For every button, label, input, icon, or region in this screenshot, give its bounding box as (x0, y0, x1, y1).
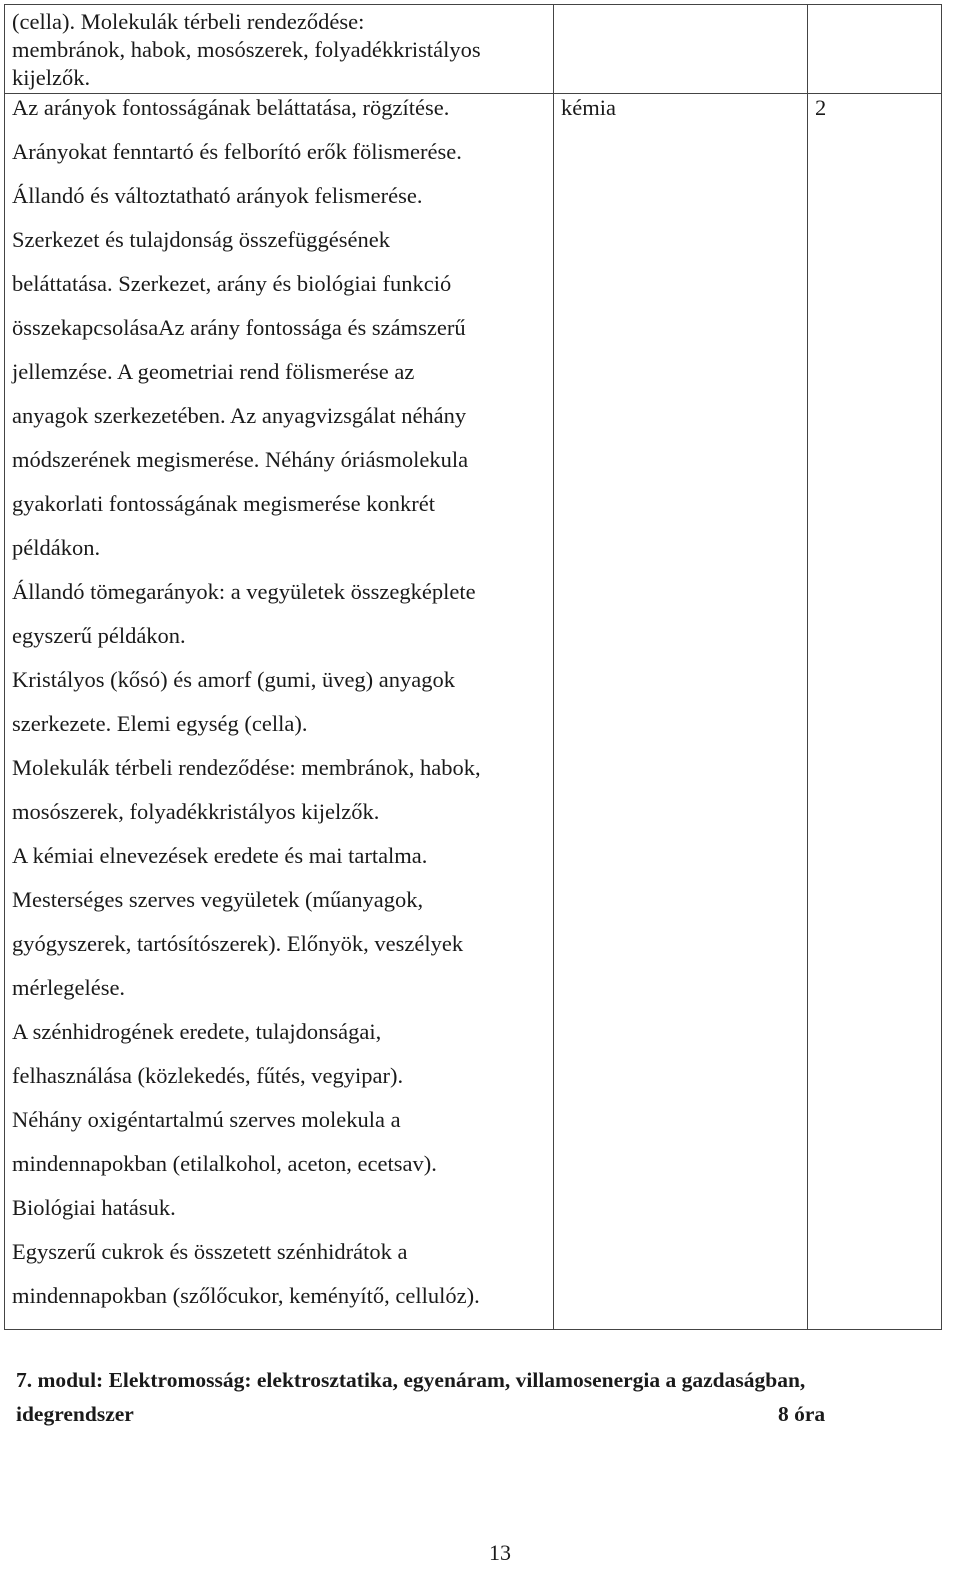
module-title-line-2 (16, 1397, 826, 1431)
page-number: 13 (489, 1540, 511, 1565)
text-line: Egyszerű cukrok és összetett szénhidrátok a (12, 1239, 408, 1264)
module-subtitle: idegrendszer (16, 1402, 134, 1426)
text-line: Arányokat fenntartó és felborító erők fölismerése. (12, 139, 462, 164)
text-line: Kristályos (kősó) és amorf (gumi, üveg) anyagok (12, 667, 456, 692)
table-col-divider-2 (807, 4, 808, 1330)
cell-subject: kémia (561, 95, 616, 120)
text-line: szerkezete. Elemi egység (cella). (12, 711, 308, 736)
text-line: Biológiai hatásuk. (12, 1195, 176, 1220)
text-line: módszerének megismerése. Néhány óriásmolekula (12, 447, 469, 472)
text-line: felhasználása (közlekedés, fűtés, vegyipar). (12, 1063, 404, 1088)
cell-topic-content (12, 86, 481, 1318)
text-line: membránok, habok, mosószerek, folyadékkristályos (12, 37, 481, 62)
text-line: gyógyszerek, tartósítószerek). Előnyök, veszélyek (12, 931, 464, 956)
text-line: A szénhidrogének eredete, tulajdonságai, (12, 1019, 382, 1044)
table-top-border (4, 4, 942, 5)
text-line: mindennapokban (etilalkohol, aceton, ecetsav). (12, 1151, 437, 1176)
text-line: Mesterséges szerves vegyületek (műanyagok, (12, 887, 424, 912)
cell-hours: 2 (815, 95, 827, 120)
module-heading (16, 1363, 826, 1431)
cell-topic-continued (12, 8, 481, 92)
module-hours: 8 óra (778, 1402, 826, 1426)
text-line: Az arányok fontosságának beláttatása, rögzítése. (12, 95, 450, 120)
text-line: gyakorlati fontosságának megismerése konkrét (12, 491, 435, 516)
text-line: mindennapokban (szőlőcukor, keményítő, cellulóz). (12, 1283, 480, 1308)
text-line: összekapcsolásaAz arány fontossága és számszerű (12, 315, 466, 340)
text-line: Szerkezet és tulajdonság összefüggésének (12, 227, 390, 252)
text-line: mérlegelése. (12, 975, 126, 1000)
text-line: Molekulák térbeli rendeződése: membránok, habok, (12, 755, 481, 780)
table-col-divider-1 (553, 4, 554, 1330)
text-line: A kémiai elnevezések eredete és mai tartalma. (12, 843, 428, 868)
text-line: Állandó és változtatható arányok felismerése. (12, 183, 423, 208)
text-line: jellemzése. A geometriai rend fölismerése az (12, 359, 415, 384)
module-title-line: 7. modul: Elektromosság: elektrosztatika, egyenáram, villamosenergia a gazdaságban, (16, 1368, 806, 1392)
text-line: mosószerek, folyadékkristályos kijelzők. (12, 799, 380, 824)
text-line: Állandó tömegarányok: a vegyületek összegképlete (12, 579, 476, 604)
table-right-border (941, 4, 942, 1330)
table-bottom-border (4, 1329, 942, 1330)
text-line: példákon. (12, 535, 101, 560)
table-left-border (4, 4, 5, 1330)
text-line: egyszerű példákon. (12, 623, 186, 648)
text-line: Néhány oxigéntartalmú szerves molekula a (12, 1107, 401, 1132)
text-line: kijelzők. (12, 65, 91, 90)
text-line: (cella). Molekulák térbeli rendeződése: (12, 9, 365, 34)
text-line: anyagok szerkezetében. Az anyagvizsgálat néhány (12, 403, 467, 428)
text-line: beláttatása. Szerkezet, arány és biológiai funkció (12, 271, 452, 296)
